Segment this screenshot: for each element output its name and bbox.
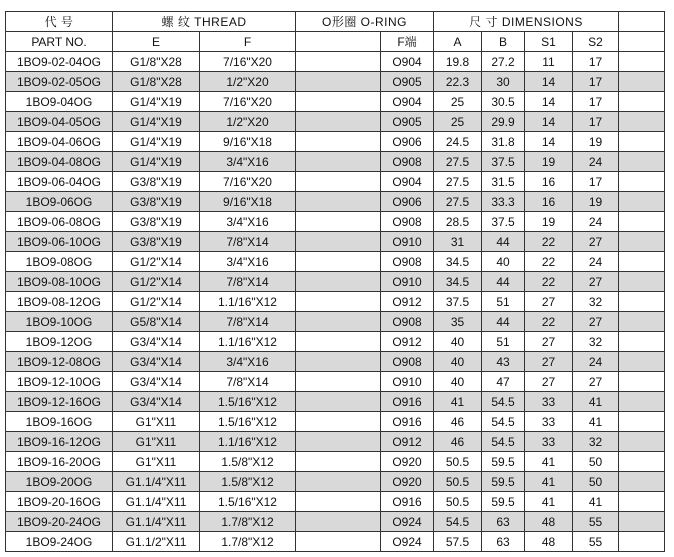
table-row — [6, 252, 665, 272]
cell-oring-blank — [296, 152, 381, 172]
cell-oring-f-end: O908 — [381, 312, 434, 332]
cell-oring-f-end: O916 — [381, 492, 434, 512]
cell-empty — [619, 492, 665, 512]
cell-dim-a: 50.5 — [434, 472, 482, 492]
cell-empty — [619, 532, 665, 552]
cell-part-no: 1BO9-06-08OG — [6, 212, 113, 232]
cell-dim-s1: 33 — [525, 412, 573, 432]
table-row — [6, 52, 665, 72]
cell-dim-b: 37.5 — [482, 212, 525, 232]
cell-thread-f: 7/8"X14 — [200, 232, 296, 252]
cell-part-no: 1BO9-02-04OG — [6, 52, 113, 72]
cell-dim-a: 35 — [434, 312, 482, 332]
cell-oring-blank — [296, 312, 381, 332]
cell-dim-s1: 41 — [525, 472, 573, 492]
cell-oring-f-end: O912 — [381, 292, 434, 312]
cell-oring-f-end: O908 — [381, 212, 434, 232]
cell-empty — [619, 192, 665, 212]
cell-dim-b: 63 — [482, 512, 525, 532]
cell-part-no: 1BO9-12-16OG — [6, 392, 113, 412]
table-row — [6, 292, 665, 312]
cell-dim-s2: 17 — [573, 52, 619, 72]
cell-dim-b: 51 — [482, 292, 525, 312]
cell-part-no: 1BO9-08-12OG — [6, 292, 113, 312]
cell-empty — [619, 52, 665, 72]
cell-empty — [619, 452, 665, 472]
cell-dim-b: 59.5 — [482, 472, 525, 492]
cell-dim-b: 59.5 — [482, 492, 525, 512]
header-part-no: PART NO. — [6, 32, 113, 52]
cell-oring-f-end: O908 — [381, 252, 434, 272]
cell-dim-a: 31 — [434, 232, 482, 252]
table-row — [6, 152, 665, 172]
table-row — [6, 312, 665, 332]
cell-dim-s1: 22 — [525, 232, 573, 252]
table-row — [6, 132, 665, 152]
cell-dim-s2: 17 — [573, 112, 619, 132]
cell-dim-s2: 19 — [573, 192, 619, 212]
cell-dim-b: 54.5 — [482, 412, 525, 432]
cell-part-no: 1BO9-02-05OG — [6, 72, 113, 92]
cell-dim-b: 59.5 — [482, 452, 525, 472]
cell-dim-s2: 32 — [573, 332, 619, 352]
cell-thread-e: G1.1/2"X11 — [113, 532, 200, 552]
cell-part-no: 1BO9-08OG — [6, 252, 113, 272]
cell-oring-f-end: O905 — [381, 112, 434, 132]
cell-thread-e: G1/4"X19 — [113, 132, 200, 152]
table-row — [6, 112, 665, 132]
header-f-end: F端 — [381, 32, 434, 52]
cell-part-no: 1BO9-16-20OG — [6, 452, 113, 472]
cell-thread-e: G3/4"X14 — [113, 332, 200, 352]
cell-dim-a: 46 — [434, 432, 482, 452]
cell-thread-e: G1/8"X28 — [113, 72, 200, 92]
header-oring-blank — [296, 32, 381, 52]
cell-empty — [619, 512, 665, 532]
cell-oring-f-end: O905 — [381, 72, 434, 92]
cell-part-no: 1BO9-16OG — [6, 412, 113, 432]
cell-dim-b: 44 — [482, 232, 525, 252]
table-row — [6, 392, 665, 412]
cell-dim-a: 34.5 — [434, 272, 482, 292]
cell-dim-b: 54.5 — [482, 392, 525, 412]
cell-dim-a: 40 — [434, 332, 482, 352]
table-row — [6, 72, 665, 92]
cell-dim-b: 47 — [482, 372, 525, 392]
cell-thread-f: 1.5/16"X12 — [200, 392, 296, 412]
cell-dim-s2: 41 — [573, 392, 619, 412]
cell-oring-blank — [296, 252, 381, 272]
cell-dim-a: 50.5 — [434, 452, 482, 472]
cell-dim-s1: 14 — [525, 112, 573, 132]
cell-dim-b: 40 — [482, 252, 525, 272]
cell-thread-f: 7/16"X20 — [200, 172, 296, 192]
table-row — [6, 432, 665, 452]
cell-dim-s2: 24 — [573, 152, 619, 172]
cell-dim-s2: 27 — [573, 232, 619, 252]
cell-empty — [619, 472, 665, 492]
cell-thread-e: G3/8"X19 — [113, 172, 200, 192]
cell-dim-a: 41 — [434, 392, 482, 412]
cell-thread-f: 1.5/8"X12 — [200, 452, 296, 472]
cell-dim-s2: 19 — [573, 132, 619, 152]
cell-empty — [619, 272, 665, 292]
cell-part-no: 1BO9-06-10OG — [6, 232, 113, 252]
cell-oring-blank — [296, 392, 381, 412]
cell-dim-b: 54.5 — [482, 432, 525, 452]
cell-thread-f: 7/8"X14 — [200, 272, 296, 292]
cell-part-no: 1BO9-24OG — [6, 532, 113, 552]
cell-thread-f: 1.5/16"X12 — [200, 492, 296, 512]
cell-thread-f: 1.1/16"X12 — [200, 292, 296, 312]
cell-dim-s2: 50 — [573, 472, 619, 492]
cell-part-no: 1BO9-16-12OG — [6, 432, 113, 452]
cell-dim-s1: 11 — [525, 52, 573, 72]
table-row — [6, 212, 665, 232]
header-row-group — [6, 12, 665, 32]
cell-dim-b: 33.3 — [482, 192, 525, 212]
cell-oring-blank — [296, 412, 381, 432]
cell-thread-f: 9/16"X18 — [200, 192, 296, 212]
cell-thread-e: G3/4"X14 — [113, 372, 200, 392]
cell-thread-e: G3/4"X14 — [113, 392, 200, 412]
cell-dim-b: 29.9 — [482, 112, 525, 132]
cell-dim-s1: 41 — [525, 492, 573, 512]
cell-thread-f: 1/2"X20 — [200, 112, 296, 132]
cell-thread-f: 7/8"X14 — [200, 372, 296, 392]
cell-oring-blank — [296, 212, 381, 232]
cell-thread-e: G3/8"X19 — [113, 192, 200, 212]
header-s1: S1 — [525, 32, 573, 52]
cell-part-no: 1BO9-20-24OG — [6, 512, 113, 532]
cell-thread-e: G1/2"X14 — [113, 292, 200, 312]
cell-empty — [619, 172, 665, 192]
cell-oring-blank — [296, 232, 381, 252]
cell-dim-b: 44 — [482, 272, 525, 292]
cell-oring-blank — [296, 92, 381, 112]
cell-oring-blank — [296, 172, 381, 192]
cell-oring-blank — [296, 532, 381, 552]
cell-empty — [619, 372, 665, 392]
cell-dim-b: 30.5 — [482, 92, 525, 112]
cell-dim-s1: 27 — [525, 332, 573, 352]
cell-dim-a: 46 — [434, 412, 482, 432]
cell-thread-e: G3/8"X19 — [113, 232, 200, 252]
table-row — [6, 512, 665, 532]
cell-empty — [619, 292, 665, 312]
cell-part-no: 1BO9-04-05OG — [6, 112, 113, 132]
cell-dim-s1: 27 — [525, 292, 573, 312]
cell-empty — [619, 252, 665, 272]
cell-dim-s2: 32 — [573, 432, 619, 452]
cell-dim-b: 31.8 — [482, 132, 525, 152]
cell-dim-b: 31.5 — [482, 172, 525, 192]
cell-thread-e: G3/4"X14 — [113, 352, 200, 372]
header-b: B — [482, 32, 525, 52]
cell-thread-f: 1.1/16"X12 — [200, 332, 296, 352]
cell-dim-a: 19.8 — [434, 52, 482, 72]
header-f: F — [200, 32, 296, 52]
cell-oring-f-end: O924 — [381, 532, 434, 552]
cell-oring-blank — [296, 432, 381, 452]
table-row — [6, 272, 665, 292]
cell-thread-f: 3/4"X16 — [200, 152, 296, 172]
cell-oring-blank — [296, 112, 381, 132]
cell-dim-a: 25 — [434, 92, 482, 112]
cell-dim-a: 25 — [434, 112, 482, 132]
cell-dim-b: 51 — [482, 332, 525, 352]
cell-thread-e: G1/4"X19 — [113, 112, 200, 132]
cell-dim-s1: 19 — [525, 212, 573, 232]
cell-dim-s1: 27 — [525, 352, 573, 372]
cell-oring-blank — [296, 332, 381, 352]
cell-oring-f-end: O920 — [381, 452, 434, 472]
cell-thread-f: 9/16"X18 — [200, 132, 296, 152]
cell-dim-b: 43 — [482, 352, 525, 372]
table-row — [6, 92, 665, 112]
cell-dim-s1: 16 — [525, 172, 573, 192]
cell-oring-blank — [296, 292, 381, 312]
cell-thread-f: 1.1/16"X12 — [200, 432, 296, 452]
cell-oring-f-end: O916 — [381, 412, 434, 432]
cell-oring-f-end: O908 — [381, 152, 434, 172]
cell-empty — [619, 432, 665, 452]
cell-dim-a: 27.5 — [434, 152, 482, 172]
cell-part-no: 1BO9-06OG — [6, 192, 113, 212]
cell-dim-s1: 48 — [525, 512, 573, 532]
cell-dim-s2: 55 — [573, 532, 619, 552]
cell-dim-s2: 24 — [573, 352, 619, 372]
cell-dim-s1: 22 — [525, 312, 573, 332]
cell-dim-s2: 32 — [573, 292, 619, 312]
cell-dim-s1: 33 — [525, 392, 573, 412]
cell-oring-f-end: O910 — [381, 232, 434, 252]
cell-thread-e: G5/8"X14 — [113, 312, 200, 332]
cell-part-no: 1BO9-12-10OG — [6, 372, 113, 392]
header-dimensions-group: 尺 寸 DIMENSIONS — [434, 12, 619, 32]
cell-thread-e: G1"X11 — [113, 452, 200, 472]
cell-part-no: 1BO9-12OG — [6, 332, 113, 352]
cell-empty — [619, 392, 665, 412]
cell-oring-blank — [296, 472, 381, 492]
cell-oring-blank — [296, 452, 381, 472]
header-a: A — [434, 32, 482, 52]
cell-dim-s2: 41 — [573, 412, 619, 432]
cell-dim-s2: 27 — [573, 312, 619, 332]
cell-thread-e: G1.1/4"X11 — [113, 512, 200, 532]
table-row — [6, 472, 665, 492]
cell-dim-a: 28.5 — [434, 212, 482, 232]
cell-dim-s1: 16 — [525, 192, 573, 212]
cell-thread-f: 1.5/8"X12 — [200, 472, 296, 492]
cell-part-no: 1BO9-10OG — [6, 312, 113, 332]
cell-dim-b: 27.2 — [482, 52, 525, 72]
cell-dim-a: 34.5 — [434, 252, 482, 272]
cell-oring-blank — [296, 132, 381, 152]
cell-oring-f-end: O904 — [381, 172, 434, 192]
cell-dim-s1: 22 — [525, 252, 573, 272]
cell-part-no: 1BO9-04OG — [6, 92, 113, 112]
cell-dim-s2: 41 — [573, 492, 619, 512]
cell-thread-e: G1/2"X14 — [113, 252, 200, 272]
cell-empty — [619, 132, 665, 152]
cell-part-no: 1BO9-04-06OG — [6, 132, 113, 152]
cell-thread-f: 3/4"X16 — [200, 212, 296, 232]
cell-oring-blank — [296, 52, 381, 72]
cell-empty — [619, 412, 665, 432]
header-s2: S2 — [573, 32, 619, 52]
cell-oring-blank — [296, 352, 381, 372]
header-part-group: 代 号 — [6, 12, 113, 32]
cell-empty — [619, 92, 665, 112]
cell-thread-f: 1/2"X20 — [200, 72, 296, 92]
cell-dim-a: 54.5 — [434, 512, 482, 532]
table-row — [6, 332, 665, 352]
cell-oring-blank — [296, 372, 381, 392]
header-row-columns — [6, 32, 665, 52]
cell-oring-f-end: O906 — [381, 132, 434, 152]
cell-oring-f-end: O910 — [381, 372, 434, 392]
cell-dim-a: 22.3 — [434, 72, 482, 92]
cell-dim-a: 50.5 — [434, 492, 482, 512]
cell-part-no: 1BO9-12-08OG — [6, 352, 113, 372]
table-row — [6, 412, 665, 432]
cell-thread-f: 3/4"X16 — [200, 252, 296, 272]
table-row — [6, 532, 665, 552]
cell-thread-e: G1/4"X19 — [113, 92, 200, 112]
cell-thread-f: 1.7/8"X12 — [200, 532, 296, 552]
cell-dim-a: 24.5 — [434, 132, 482, 152]
table-row — [6, 352, 665, 372]
cell-thread-e: G1/8"X28 — [113, 52, 200, 72]
cell-dim-s1: 22 — [525, 272, 573, 292]
dimensions-table — [5, 11, 665, 552]
cell-dim-b: 30 — [482, 72, 525, 92]
header-e: E — [113, 32, 200, 52]
cell-part-no: 1BO9-06-04OG — [6, 172, 113, 192]
cell-empty — [619, 112, 665, 132]
cell-oring-f-end: O910 — [381, 272, 434, 292]
cell-oring-f-end: O924 — [381, 512, 434, 532]
cell-thread-f: 7/16"X20 — [200, 52, 296, 72]
cell-dim-s2: 24 — [573, 212, 619, 232]
cell-thread-f: 3/4"X16 — [200, 352, 296, 372]
cell-dim-s1: 14 — [525, 72, 573, 92]
cell-dim-a: 40 — [434, 352, 482, 372]
cell-oring-blank — [296, 492, 381, 512]
cell-thread-e: G1.1/4"X11 — [113, 472, 200, 492]
cell-empty — [619, 232, 665, 252]
cell-empty — [619, 312, 665, 332]
cell-thread-f: 7/16"X20 — [200, 92, 296, 112]
cell-oring-f-end: O916 — [381, 392, 434, 412]
cell-empty — [619, 152, 665, 172]
cell-part-no: 1BO9-08-10OG — [6, 272, 113, 292]
cell-dim-s1: 48 — [525, 532, 573, 552]
cell-dim-a: 27.5 — [434, 172, 482, 192]
cell-dim-b: 37.5 — [482, 152, 525, 172]
cell-thread-e: G1"X11 — [113, 412, 200, 432]
cell-part-no: 1BO9-20OG — [6, 472, 113, 492]
table-row — [6, 232, 665, 252]
cell-dim-s2: 27 — [573, 372, 619, 392]
cell-thread-e: G3/8"X19 — [113, 212, 200, 232]
cell-dim-a: 40 — [434, 372, 482, 392]
table-body — [6, 52, 665, 552]
cell-oring-f-end: O908 — [381, 352, 434, 372]
cell-dim-s2: 55 — [573, 512, 619, 532]
cell-part-no: 1BO9-04-08OG — [6, 152, 113, 172]
header-thread-group: 螺 纹 THREAD — [113, 12, 296, 32]
cell-oring-blank — [296, 512, 381, 532]
cell-oring-f-end: O912 — [381, 332, 434, 352]
cell-empty — [619, 352, 665, 372]
table-row — [6, 372, 665, 392]
cell-dim-s2: 24 — [573, 252, 619, 272]
cell-oring-blank — [296, 272, 381, 292]
cell-oring-f-end: O904 — [381, 92, 434, 112]
cell-thread-e: G1"X11 — [113, 432, 200, 452]
cell-dim-a: 57.5 — [434, 532, 482, 552]
cell-thread-f: 1.5/16"X12 — [200, 412, 296, 432]
cell-oring-f-end: O920 — [381, 472, 434, 492]
cell-oring-blank — [296, 72, 381, 92]
header-empty-cell — [619, 12, 665, 32]
cell-thread-e: G1/2"X14 — [113, 272, 200, 292]
cell-dim-s2: 17 — [573, 92, 619, 112]
cell-thread-e: G1.1/4"X11 — [113, 492, 200, 512]
cell-empty — [619, 332, 665, 352]
table-row — [6, 172, 665, 192]
table-row — [6, 492, 665, 512]
cell-part-no: 1BO9-20-16OG — [6, 492, 113, 512]
cell-oring-f-end: O904 — [381, 52, 434, 72]
cell-empty — [619, 212, 665, 232]
cell-dim-a: 37.5 — [434, 292, 482, 312]
cell-dim-s1: 19 — [525, 152, 573, 172]
header-empty-cell — [619, 32, 665, 52]
cell-dim-s1: 33 — [525, 432, 573, 452]
cell-thread-f: 1.7/8"X12 — [200, 512, 296, 532]
cell-empty — [619, 72, 665, 92]
cell-dim-b: 44 — [482, 312, 525, 332]
cell-thread-e: G1/4"X19 — [113, 152, 200, 172]
cell-dim-s1: 14 — [525, 132, 573, 152]
cell-dim-s2: 17 — [573, 172, 619, 192]
cell-dim-s1: 27 — [525, 372, 573, 392]
cell-dim-s1: 14 — [525, 92, 573, 112]
cell-thread-f: 7/8"X14 — [200, 312, 296, 332]
table-row — [6, 452, 665, 472]
cell-oring-f-end: O912 — [381, 432, 434, 452]
header-oring-group: O形圈 O-RING — [296, 12, 434, 32]
cell-dim-a: 27.5 — [434, 192, 482, 212]
cell-oring-blank — [296, 192, 381, 212]
cell-dim-s2: 50 — [573, 452, 619, 472]
cell-dim-b: 63 — [482, 532, 525, 552]
cell-dim-s1: 41 — [525, 452, 573, 472]
cell-dim-s2: 17 — [573, 72, 619, 92]
cell-oring-f-end: O906 — [381, 192, 434, 212]
table-row — [6, 192, 665, 212]
cell-dim-s2: 27 — [573, 272, 619, 292]
